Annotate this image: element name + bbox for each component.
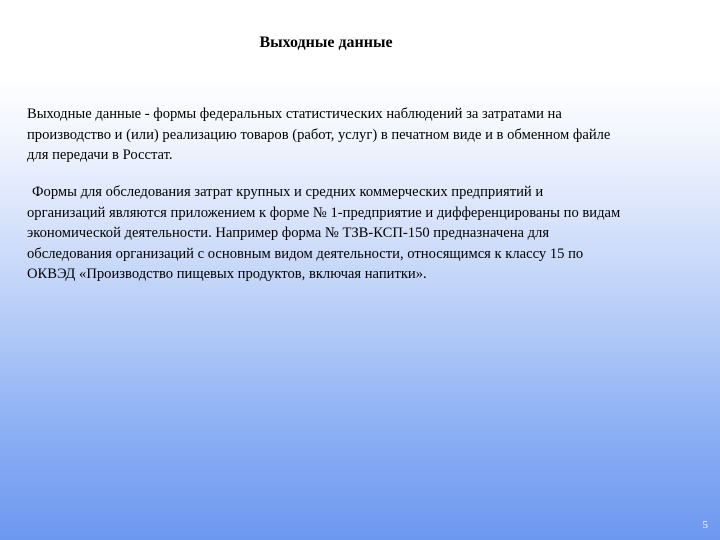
text-line: ОКВЭД «Производство пищевых продуктов, включая напитки».	[27, 266, 427, 282]
text-line: Выходные данные - формы федеральных статистических наблюдений за затратами на	[27, 106, 562, 122]
text-line: для передачи в Росстат.	[27, 147, 173, 163]
text-line: обследования организаций с основным видом деятельности, относящимся к классу 15 по	[27, 245, 584, 262]
text-line: экономической деятельности. Например форма № ТЗВ-КСП-150 предназначена для	[27, 225, 550, 241]
page-number: 5	[702, 519, 708, 531]
slide-title: Выходные данные	[259, 34, 393, 51]
text-line: Формы для обследования затрат крупных и средних коммерческих предприятий и	[32, 184, 544, 200]
paragraph-survey-forms	[27, 182, 689, 285]
text-line: организаций являются приложением к форме № 1-предприятие и дифференцированы по видам	[27, 204, 621, 221]
paragraph-output-data	[27, 104, 689, 166]
text-line: производство и (или) реализацию товаров (работ, услуг) в печатном виде и в обменном файле	[27, 126, 611, 143]
